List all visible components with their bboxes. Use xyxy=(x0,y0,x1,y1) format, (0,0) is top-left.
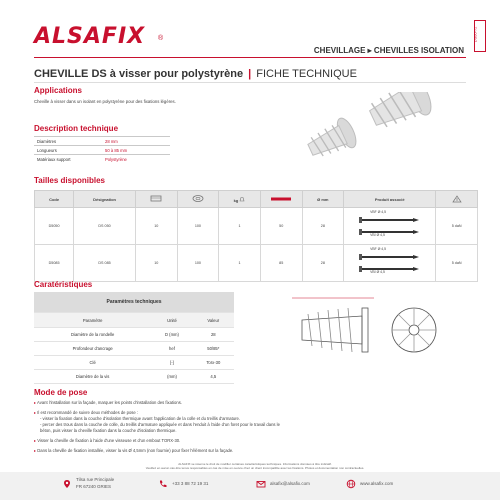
title-divider xyxy=(34,82,466,83)
description-label: Longueurs xyxy=(34,146,102,155)
load-icon xyxy=(436,191,478,208)
document-code-tab xyxy=(474,20,486,52)
param-unit: (mm) xyxy=(151,370,192,384)
cell-c4: 100 xyxy=(177,208,219,245)
cell-c5: 1 xyxy=(219,245,261,282)
description-row xyxy=(34,155,170,164)
characteristics-row xyxy=(34,328,234,342)
description-value: Polystyrène xyxy=(102,155,170,164)
description-value: 50 à 85 mm xyxy=(102,146,170,155)
param-unit: D (mm) xyxy=(151,328,192,342)
footer-phone[interactable]: +33 3 88 72 19 31 xyxy=(172,481,209,486)
param-name: Profondeur d'ancrage xyxy=(34,342,151,356)
page-title xyxy=(34,68,357,80)
mode-line: ▸ Visser la cheville de fixation à l'aide d'une visseuse et d'un embout TORX-30. xyxy=(34,438,181,443)
weight-icon xyxy=(219,191,261,208)
product-1: VBF Ø 4,5 xyxy=(370,210,386,214)
applications-heading: Applications xyxy=(34,86,83,95)
cell-product xyxy=(344,245,436,282)
col-designation: Désignation xyxy=(74,191,136,208)
characteristics-header-row xyxy=(34,313,234,328)
description-row xyxy=(34,146,170,155)
length-icon xyxy=(260,191,302,208)
mode-line: ▸ Il est recommandé de suivre deux méthodes de pose : xyxy=(34,410,139,415)
screw-illustration xyxy=(357,213,423,239)
title-separator: | xyxy=(248,68,252,80)
title-sub: FICHE TECHNIQUE xyxy=(256,68,357,80)
characteristics-table-title: Paramètres techniques xyxy=(34,292,234,313)
disclaimer-line: ALSAFIX se réserve le droit de modifier certaines caractéristiques techniques. Informations données à titre indicatif. xyxy=(178,462,332,466)
brand-logo xyxy=(34,24,184,50)
param-name: Clé xyxy=(34,356,151,370)
footer-address-2: FR 67240 GRIES xyxy=(76,484,112,489)
col-code: Code xyxy=(35,191,74,208)
col-unit: Unité xyxy=(151,313,192,328)
param-value: 4,5 xyxy=(193,370,234,384)
packaging-icon xyxy=(177,191,219,208)
param-unit: [-] xyxy=(151,356,192,370)
mode-subline: béton, puis visser la cheville fixation dans la couche d'isolation thermique. xyxy=(40,428,177,433)
title-main: CHEVILLE DS à visser pour polystyrène xyxy=(34,68,244,80)
disclaimer xyxy=(60,462,450,470)
sizes-heading: Tailles disponibles xyxy=(34,176,105,185)
description-label: Diamètres xyxy=(34,137,102,146)
anchor-large xyxy=(365,92,436,136)
description-table xyxy=(34,136,170,163)
cell-c7: 28 xyxy=(302,208,344,245)
product-1: VBF Ø 4,5 xyxy=(370,247,386,251)
footer-email[interactable]: alsafix@alsafix.com xyxy=(270,481,310,486)
cell-c3: 10 xyxy=(135,245,177,282)
cell-c7: 28 xyxy=(302,245,344,282)
param-name: Diamètre de la rondelle xyxy=(34,328,151,342)
technical-drawing xyxy=(282,290,462,370)
sizes-table xyxy=(34,190,478,282)
anchor-small xyxy=(304,115,360,164)
phone-icon xyxy=(158,479,168,489)
characteristics-table xyxy=(34,292,234,384)
screw-illustration xyxy=(357,250,423,276)
cell-code: D5050 xyxy=(35,208,74,245)
header-divider xyxy=(34,57,466,58)
product-photo xyxy=(290,92,440,192)
email-icon xyxy=(256,479,266,489)
col-diameter: Ø mm xyxy=(302,191,344,208)
location-icon xyxy=(62,479,72,489)
cell-designation: DS 050 xyxy=(74,208,136,245)
col-param: Paramètre xyxy=(34,313,151,328)
cell-designation: DS 085 xyxy=(74,245,136,282)
cell-c6: 50 xyxy=(260,208,302,245)
cell-load: 5 daN xyxy=(436,245,478,282)
applications-text: Cheville à visser dans un isolant en polystyrène pour des fixations légères. xyxy=(34,99,176,104)
mode-line: ▸ Dans la cheville de fixation installée, visser la vis Ø 4,5mm (non fournie) pour fixer l'élément sur la façade. xyxy=(34,448,234,453)
param-value: 28 xyxy=(193,328,234,342)
sizes-row xyxy=(35,208,478,245)
mode-subline: - visser la fixation dans la couche d'isolation thermique avant l'application de la colle et du treillis d'armature. xyxy=(40,416,241,421)
cell-c3: 10 xyxy=(135,208,177,245)
globe-icon xyxy=(346,479,356,489)
mode-subline: - percer des trous dans la couche de colle, du treillis d'armature appliquée et dans l'enduit à l'aide d'un foret pour le travail dans le xyxy=(40,422,280,427)
col-value: Valeur xyxy=(193,313,234,328)
characteristics-row xyxy=(34,342,234,356)
product-2: VBI Ø 4,5 xyxy=(370,233,385,237)
characteristics-row xyxy=(34,356,234,370)
cell-code: D5085 xyxy=(35,245,74,282)
col-product: Produit associé xyxy=(344,191,436,208)
box-icon xyxy=(135,191,177,208)
description-row xyxy=(34,137,170,146)
footer xyxy=(0,472,500,500)
cell-product xyxy=(344,208,436,245)
sizes-row xyxy=(35,245,478,282)
cell-c5: 1 xyxy=(219,208,261,245)
product-2: VBI Ø 4,5 xyxy=(370,270,385,274)
param-name: Diamètre de la vis xyxy=(34,370,151,384)
mode-line: ▸ Avant l'installation sur la façade, marquer les points d'installation des fixations. xyxy=(34,400,182,405)
characteristics-row xyxy=(34,370,234,384)
footer-website[interactable]: www.alsafix.com xyxy=(360,481,394,486)
sizes-header-row xyxy=(35,191,478,208)
cell-c4: 100 xyxy=(177,245,219,282)
logo-text: ALSAFIX xyxy=(34,24,146,49)
description-value: 28 mm xyxy=(102,137,170,146)
param-unit: hef xyxy=(151,342,192,356)
footer-address-1: Tilsa rue Principale xyxy=(76,477,115,482)
param-value: Torx-30 xyxy=(193,356,234,370)
breadcrumb: CHEVILLAGE ▸ CHEVILLES ISOLATION xyxy=(313,46,464,55)
description-label: Matériaux support xyxy=(34,155,102,164)
col-weight: kg xyxy=(233,197,239,203)
mode-heading: Mode de pose xyxy=(34,388,88,397)
description-heading: Description technique xyxy=(34,124,119,133)
cell-c6: 85 xyxy=(260,245,302,282)
disclaimer-line: Veuillez en aucun cas être tenus responsables en cas de mise en oeuvre chez un client incompatible avec les fixations. Photos et documentation non contractuelles. xyxy=(145,466,365,470)
cell-load: 5 daN xyxy=(436,208,478,245)
param-value: 50/85* xyxy=(193,342,234,356)
document-code: DS00-72 xyxy=(472,26,478,43)
characteristics-heading: Caratéristiques xyxy=(34,280,93,289)
registered-mark: ® xyxy=(158,35,164,42)
